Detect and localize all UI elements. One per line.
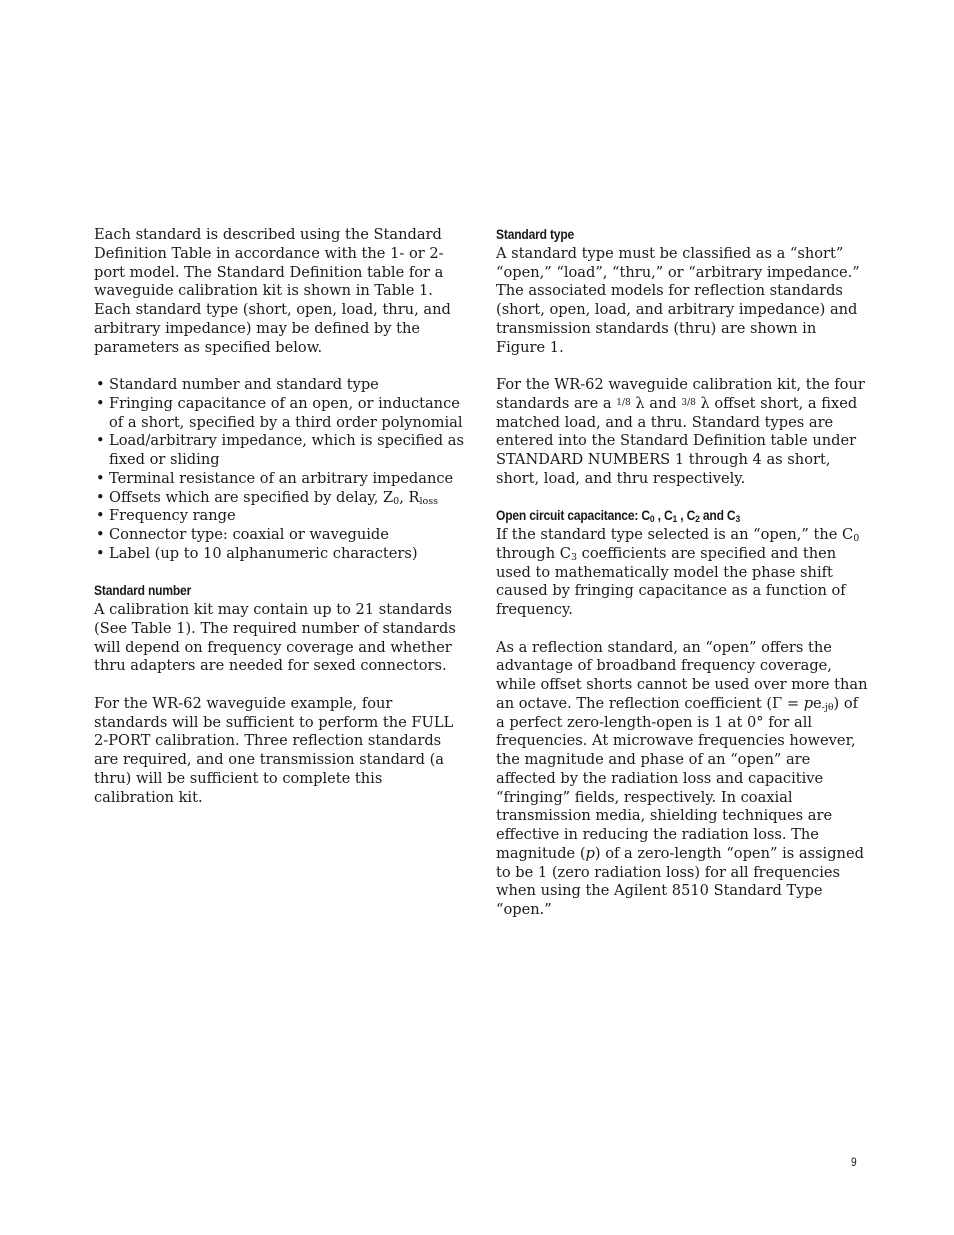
standard-type-paragraph: A standard type must be classified as a “short” “open,” “load”, “thru,” or “arbitrary impedance.” The associated models for reflection standards (short, open, load, and arbitrary impedance) and transmission standards (thru) are shown in Figure 1. bbox=[496, 244, 860, 356]
standard-number-heading: Standard number bbox=[94, 583, 192, 599]
list-item: • Fringing capacitance of an open, or inductance of a short, specified by a third order polynomial bbox=[94, 395, 466, 433]
list-item: • Standard number and standard type bbox=[94, 376, 466, 395]
list-item-offsets: • Offsets which are specified by delay, $Z_0$, $R_{loss}$ bbox=[94, 489, 466, 508]
list-item: • Terminal resistance of an arbitrary impedance bbox=[94, 470, 466, 489]
list-item: • Connector type: coaxial or waveguide bbox=[94, 526, 466, 545]
wr62-kit-paragraph: For the WR-62 waveguide calibration kit, the four standards are a $^{1/8}$ λ and $^{3/8}$ λ offset short, a fixed matched load, and a thru. Standard types are entered into the Standard Definition table under STANDARD NUMBERS 1 through 4 as short, short, load, and thru respectively. bbox=[496, 376, 865, 487]
intro-paragraph: Each standard is described using the Standard Definition Table in accordance with the 1- or 2-port model. The Standard Definition table for a waveguide calibration kit is shown in Table 1. Each standard type (short, open, load, thru, and arbitrary impedance) may be defined by the parameters as specified below. bbox=[94, 226, 451, 356]
right-column bbox=[496, 226, 868, 920]
left-column bbox=[94, 226, 466, 807]
list-item: • Load/arbitrary impedance, which is specified as fixed or sliding bbox=[94, 432, 466, 470]
open-circuit-heading: Open circuit capacitance: $C_0$ , $C_1$ , $C_2$ and $C_3$ bbox=[496, 508, 741, 526]
list-item: • Frequency range bbox=[94, 507, 466, 526]
reflection-standard-paragraph: As a reflection standard, an “open” offers the advantage of broadband frequency coverage, while offset shorts cannot be used over more than an octave. The reflection coefficient $(\Gamma = pe_{-j\theta})$ of a perfect zero-length-open is 1 at 0° for all frequencies. At microwave frequencies however, the magnitude and phase of an “open” are affected by the radiation loss and capacitive “fringing” fields, respectively. In coaxial transmission media, shielding techniques are effective in reducing the radiation loss. The magnitude (p) of a zero-length “open” is assigned to be 1 (zero radiation loss) for all frequencies when using the Agilent 8510 Standard Type “open.” bbox=[496, 638, 868, 918]
parameter-list bbox=[94, 376, 466, 564]
list-item: • Label (up to 10 alphanumeric characters) bbox=[94, 545, 466, 564]
standard-type-heading: Standard type bbox=[496, 227, 575, 242]
standard-number-paragraph: A calibration kit may contain up to 21 standards (See Table 1). The required number of standards will depend on frequency coverage and whether thru adapters are needed for sexed connectors. bbox=[94, 601, 456, 675]
open-circuit-paragraph: If the standard type selected is an “open,” the $C_0$ through $C_3$ coefficients are specified and then used to mathematically model the phase shift caused by fringing capacitance as a function of frequency. bbox=[496, 526, 860, 618]
page-number: 9 bbox=[851, 1155, 857, 1169]
wr62-example-paragraph: For the WR-62 waveguide example, four standards will be sufficient to perform the FULL 2-PORT calibration. Three reflection standards are required, and one transmission standard (a thru) will be sufficient to complete this calibration kit. bbox=[94, 694, 454, 806]
